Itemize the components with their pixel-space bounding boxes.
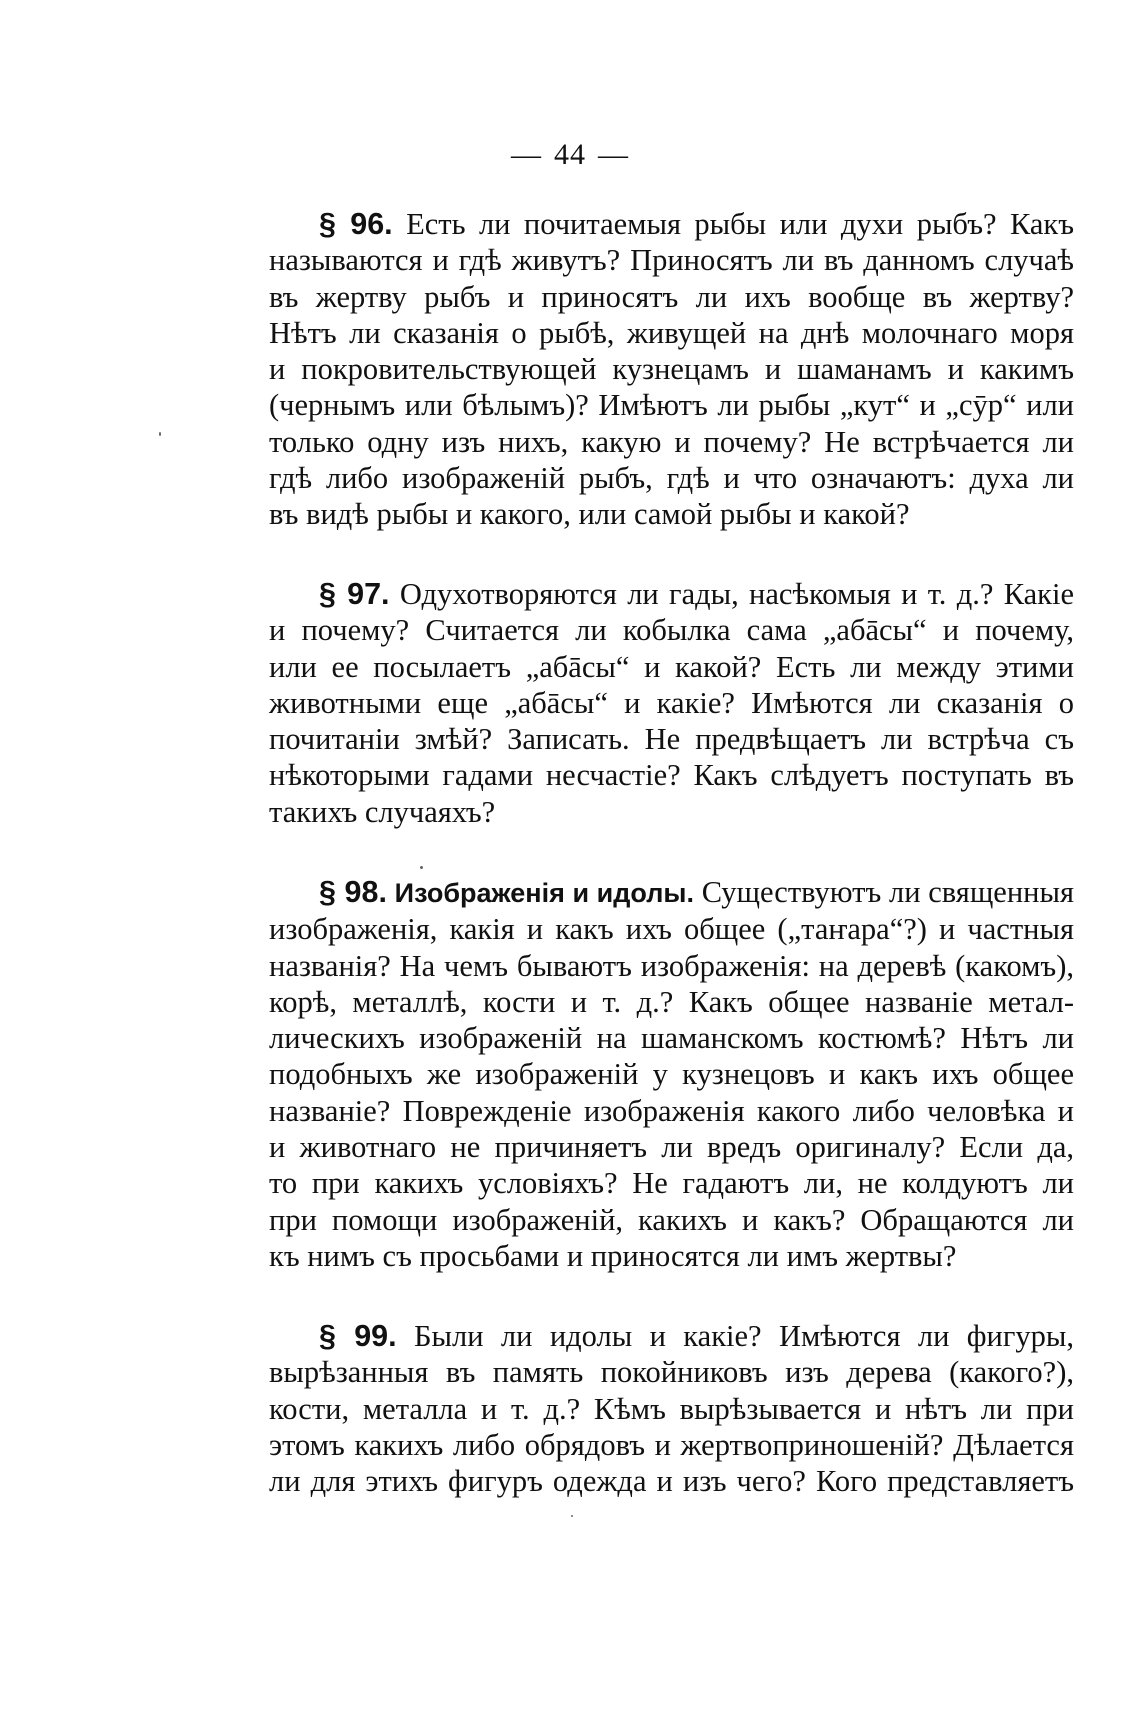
section-97-line-1: § 97. Одухотворяются ли гады, насѣкомыя и т. д.? Какіе — [319, 577, 1075, 611]
section-98-line-4: корѣ, металлѣ, кости и т. д.? Какъ общее названіе метал- — [269, 984, 1074, 1019]
section-98-line-8: и животнаго не причиняетъ ли вредъ оригиналу? Если да, — [269, 1130, 1074, 1165]
section-96-line-4: Нѣтъ ли сказанія о рыбѣ, живущей на днѣ молочнаго моря — [269, 315, 1074, 350]
section-98-line-3: названія? На чемъ бываютъ изображенія: на деревѣ (какомъ), — [269, 948, 1074, 983]
section-97-line-3: или ее посылаетъ „абāсы“ и какой? Есть ли между этими — [269, 649, 1074, 684]
section-99-line-4: этомъ какихъ либо обрядовъ и жертвоприношеній? Дѣлается — [269, 1427, 1074, 1462]
section-99-line-3: кости, металла и т. д.? Кѣмъ вырѣзывается и нѣтъ ли при — [269, 1391, 1074, 1426]
section-98-line-5: лическихъ изображеній на шаманскомъ костюмѣ? Нѣтъ ли — [269, 1021, 1074, 1056]
section-98-line-11: къ нимъ съ просьбами и приносятся ли имъ жертвы? — [269, 1238, 957, 1273]
section-99-line-5: ли для этихъ фигуръ одежда и изъ чего? Кого представляетъ — [269, 1464, 1074, 1499]
section-96-number: § 96. — [319, 207, 393, 241]
section-96-line-6: (чернымъ или бѣлымъ)? Имѣютъ ли рыбы „кут“ и „сӯр“ или — [269, 388, 1074, 423]
section-99 — [269, 1318, 1074, 1499]
page-number-value: 44 — [554, 138, 586, 171]
section-98-line-2: изображенія, какія и какъ ихъ общее („таҥара“?) и частныя — [269, 912, 1074, 947]
section-96-line-9: въ видѣ рыбы и какого, или самой рыбы и какой? — [269, 497, 910, 532]
section-99-line-1: § 99. Были ли идолы и какіе? Имѣются ли фигуры, — [319, 1319, 1075, 1353]
section-98-number: § 98. — [319, 875, 387, 909]
section-99-number: § 99. — [319, 1319, 397, 1353]
page-number-dash-right: — — [598, 138, 629, 171]
section-97-line-7: такихъ случаяхъ? — [269, 794, 496, 829]
scan-speck — [159, 432, 161, 436]
page-number-dash-left: — — [511, 138, 542, 171]
scan-speck — [420, 866, 423, 869]
section-98-line-10: при помощи изображеній, какихъ и какъ? Обращаются ли — [269, 1202, 1074, 1237]
section-99-line-2: вырѣзанныя въ память покойниковъ изъ дерева (какого?), — [269, 1355, 1074, 1390]
section-98-line-9: то при какихъ условіяхъ? Не гадаютъ ли, не колдуютъ ли — [269, 1166, 1074, 1201]
section-98 — [269, 874, 1074, 1274]
section-98-heading: Изображенія и идолы. — [394, 878, 694, 908]
section-96-line-1: § 96. Есть ли почитаемыя рыбы или духи рыбъ? Какъ — [319, 207, 1075, 241]
section-98-line-7: названіе? Поврежденіе изображенія какого либо человѣка и — [269, 1093, 1074, 1128]
section-97-line-5: почитаніи змѣй? Записать. Не предвѣщаетъ ли встрѣча съ — [269, 722, 1074, 757]
section-96-line-2: называются и гдѣ живутъ? Приносятъ ли въ данномъ случаѣ — [269, 243, 1074, 278]
section-96-line-8: гдѣ либо изображеній рыбъ, гдѣ и что означаютъ: духа ли — [269, 461, 1074, 496]
section-98-line-1: § 98. Изображенія и идолы. Существуютъ ли священныя — [319, 875, 1075, 909]
section-96-line-3: въ жертву рыбъ и приносятъ ли ихъ вообще въ жертву? — [269, 279, 1074, 314]
section-97-line-2: и почему? Считается ли кобылка сама „абāсы“ и почему, — [269, 613, 1074, 648]
page-number — [0, 138, 1140, 172]
section-97-number: § 97. — [319, 577, 390, 611]
section-96-line-7: только одну изъ нихъ, какую и почему? Не встрѣчается ли — [269, 424, 1074, 459]
section-98-line-6: подобныхъ же изображеній у кузнецовъ и какъ ихъ общее — [269, 1057, 1074, 1092]
section-96 — [269, 206, 1074, 533]
section-97-line-4: животными еще „абāсы“ и какіе? Имѣются ли сказанія о — [269, 685, 1074, 720]
section-97 — [269, 576, 1074, 830]
section-97-line-6: нѣкоторыми гадами несчастіе? Какъ слѣдуетъ поступать въ — [269, 758, 1074, 793]
section-96-line-5: и покровительствующей кузнецамъ и шаманамъ и какимъ — [269, 352, 1074, 387]
scan-speck — [571, 1515, 573, 1517]
